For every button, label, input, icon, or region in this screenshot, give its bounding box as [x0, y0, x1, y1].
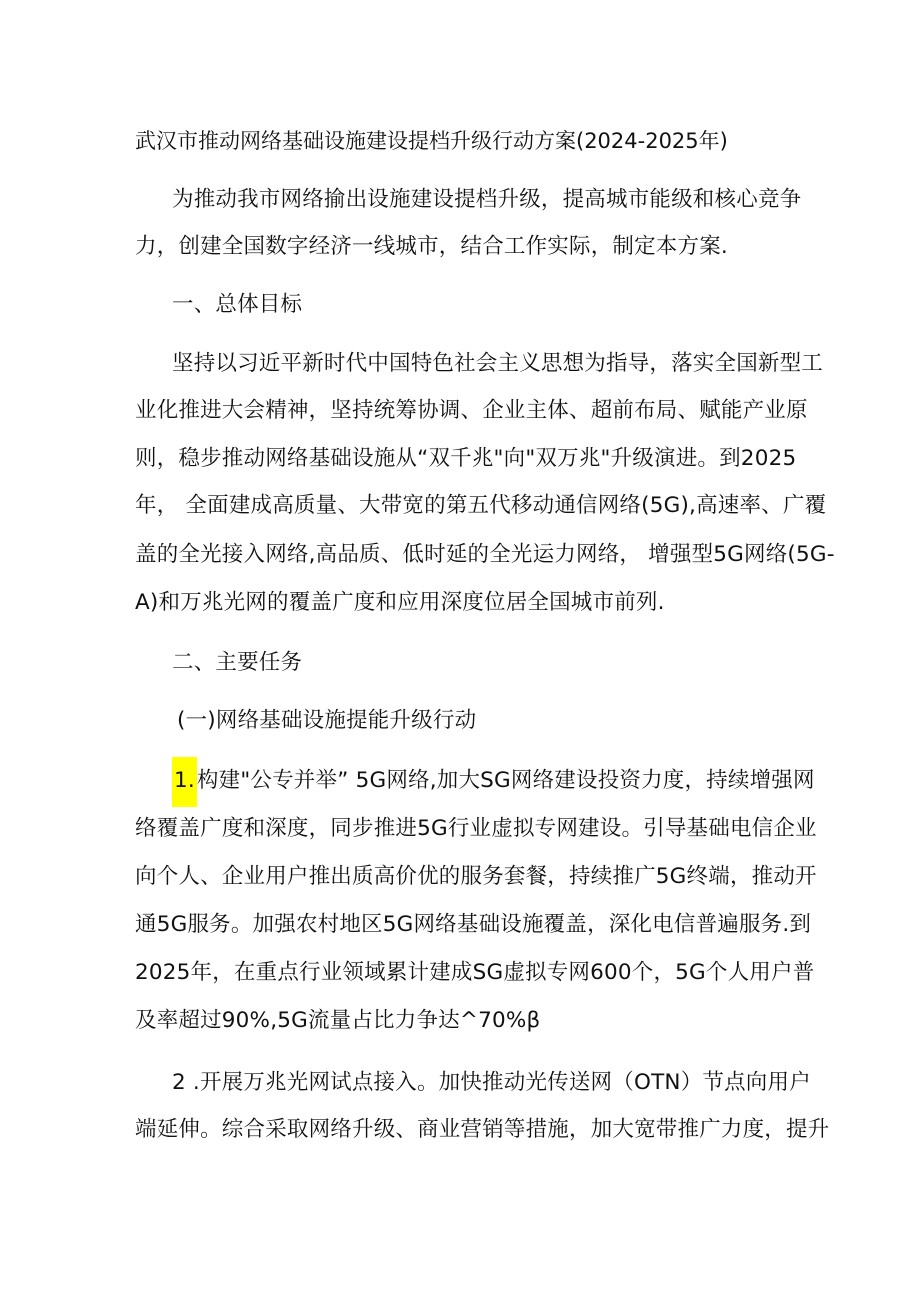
subsection1-heading: (一)网络基础设施提能升级行动: [177, 708, 477, 733]
section1-line-5: 盖的全光接入网络,高品质、低时延的全光运力网络， 增强型5G网络(5G-: [135, 542, 835, 567]
item1-line-2: 络覆盖广度和深度，同步推进5G行业虚拟专网建设。引导基础电信企业: [135, 816, 817, 841]
item1-line-3: 向个人、企业用户推出质高价优的服务套餐，持续推广5G终端，推动开: [135, 864, 817, 889]
item2-line-1: 2 .开展万兆光网试点接入。加快推动光传送网（OTN）节点向用户: [172, 1070, 811, 1095]
section1-heading: 一、总体目标: [172, 292, 303, 317]
intro-line-1: 为推动我市网络揄出设施建设提档升级，提高城市能级和核心竞争: [172, 187, 802, 212]
section1-line-6: A)和万兆光网的覆盖广度和应用深度位居全国城市前列.: [135, 590, 665, 615]
highlighted-item-number: 1.: [172, 757, 197, 807]
intro-line-2: 力，创建全国数字经济一线城市，结合工作实际，制定本方案.: [135, 234, 728, 259]
item1-line-5: 2025年，在重点行业领域累计建成SG虚拟专网600个，5G个人用户普: [135, 960, 815, 985]
item1-line-4: 通5G服务。加强农村地区5G网络基础设施覆盖，深化电信普遍服务.到: [135, 912, 812, 937]
section2-heading: 二、主要任务: [172, 650, 303, 675]
section1-line-3: 则，稳步推动网络基础设施从“双千兆"向"双万兆"升级演进。到2025: [135, 446, 797, 471]
item2-line-2: 端延伸。综合采取网络升级、商业营销等措施，加大宽带推广力度，提升: [135, 1117, 830, 1142]
section1-line-1: 坚持以习近平新时代中国特色社会主义思想为指导，落实全国新型工: [172, 351, 824, 376]
item1-line-1-text: 构建"公专并举” 5G网络,加大SG网络建设投资力度，持续增强网: [196, 768, 815, 793]
item1-line-6: 及率超过90%,5G流量占比力争达^70%β: [135, 1008, 541, 1033]
document-title: 武汉市推动网络基础设施建设提档升级行动方案(2024-2025年): [135, 129, 728, 153]
section1-line-4: 年， 全面建成高质量、大带宽的第五代移动通信网络(5G),高速率、广覆: [135, 493, 827, 518]
section1-line-2: 业化推进大会精神，坚持统筹协调、企业主体、超前布局、赋能产业原: [135, 398, 808, 423]
item1-line-1: [172, 766, 815, 807]
